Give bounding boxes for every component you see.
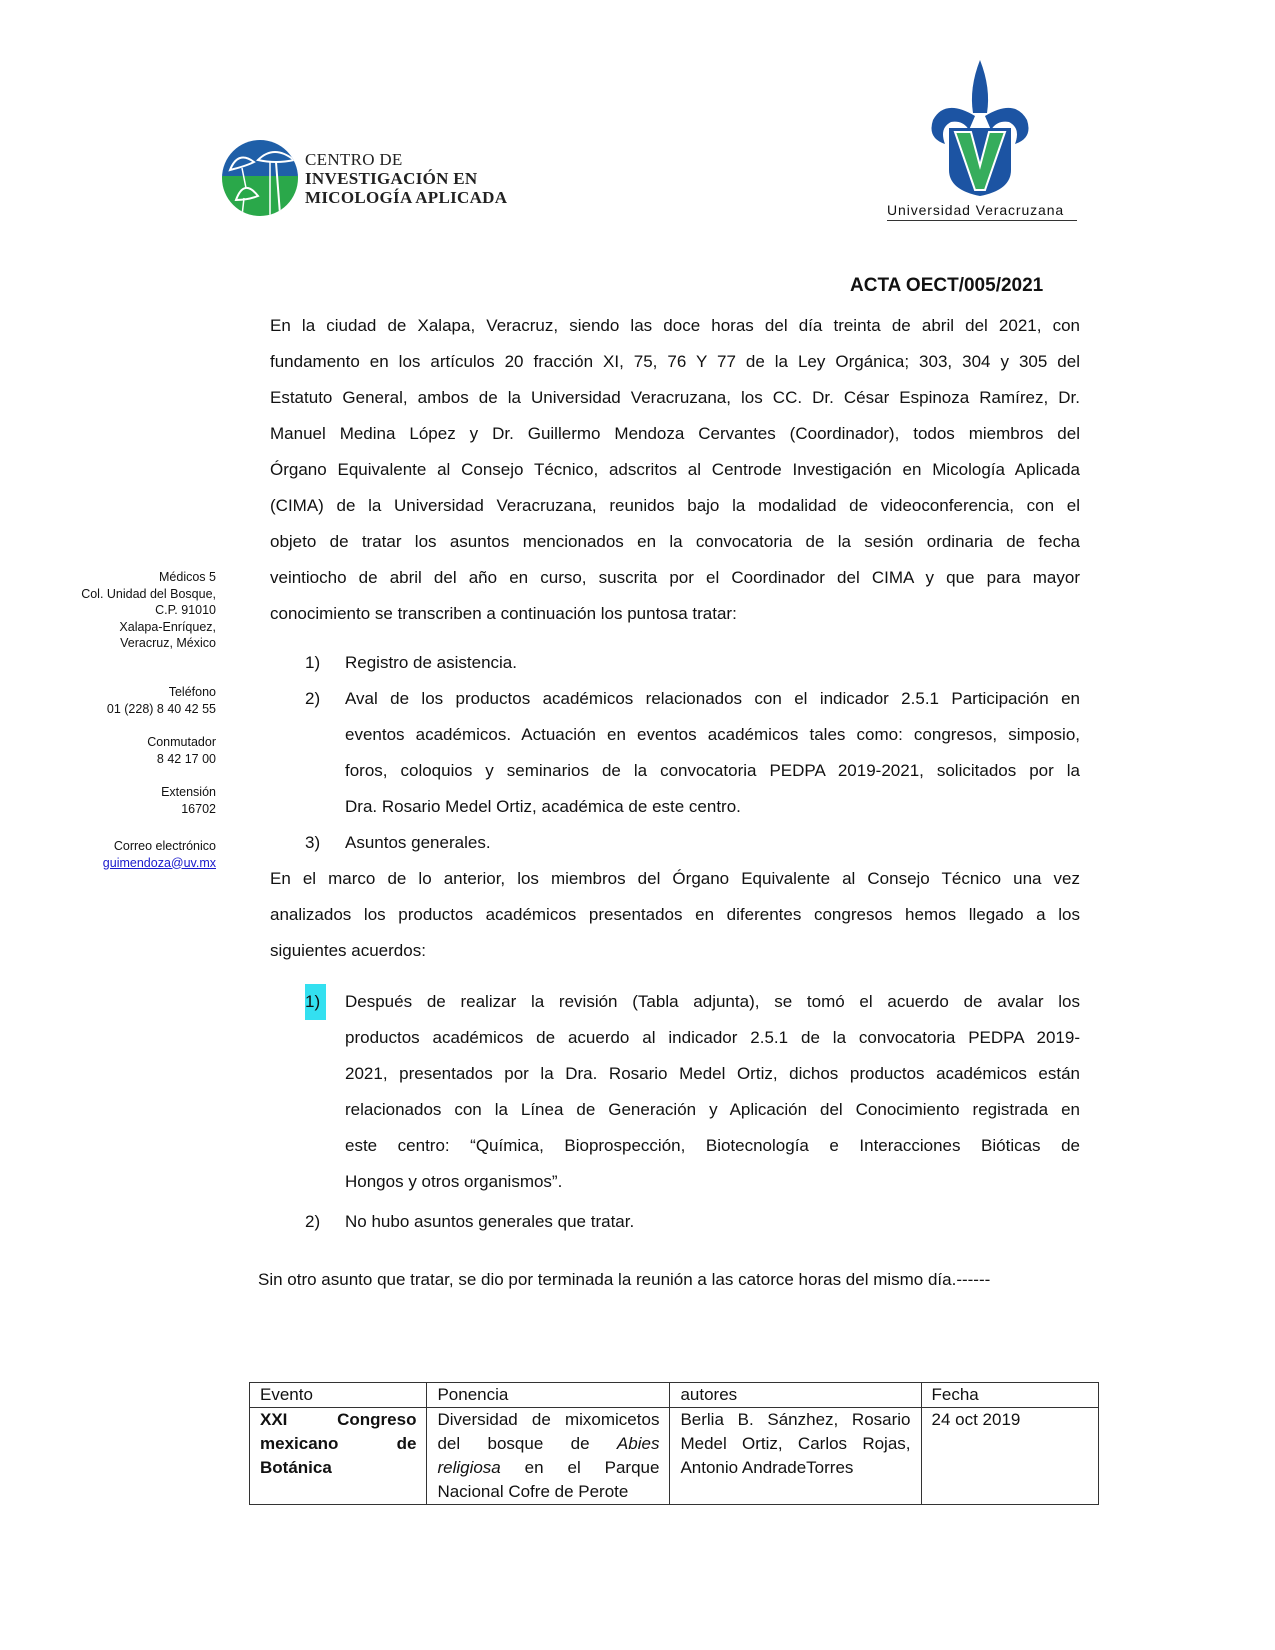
agreement-item-text: relacionados con la Línea de Generación y Aplicación del Conocimiento registrada en — [345, 1100, 1080, 1119]
address-line: Col. Unidad del Bosque, — [81, 586, 216, 601]
phone-label: Teléfono — [168, 685, 216, 699]
switchboard-label: Conmutador — [147, 735, 216, 749]
table-row — [250, 1408, 1099, 1505]
intro-line: conocimiento se transcriben a continuación los puntosa tratar: — [270, 604, 737, 623]
cell-autores: Berlia B. Sánzhez, Rosario Medel Ortiz, Carlos Rojas, Antonio AndradeTorres — [670, 1408, 921, 1505]
cima-logo-line2: INVESTIGACIÓN EN — [305, 169, 478, 188]
cima-logo-line1: CENTRO DE — [305, 150, 403, 169]
analysis-paragraph — [270, 861, 1080, 969]
agreement-item-text: productos académicos de acuerdo al indicador 2.5.1 de la convocatoria PEDPA 2019- — [345, 1028, 1080, 1047]
sidebar-extension — [40, 784, 216, 817]
ponencia-text: en el Parque Nacional Cofre de Perote — [437, 1458, 660, 1501]
email-label: Correo electrónico — [113, 839, 216, 853]
agenda-item-number: 3) — [305, 833, 321, 852]
agenda-item-number: 2) — [305, 689, 321, 708]
agreement-item-number: 2) — [305, 1212, 321, 1231]
cell-evento: XXI Congreso mexicano de Botánica — [250, 1408, 427, 1505]
intro-line: veintiocho de abril del año en curso, suscrita por el Coordinador del CIMA y que para mayor — [270, 568, 1080, 587]
analysis-line: analizados los productos académicos presentados en diferentes congresos hemos llegado a los — [270, 905, 1080, 924]
agenda-item-text: Dra. Rosario Medel Ortiz, académica de este centro. — [345, 797, 741, 816]
cell-fecha: 24 oct 2019 — [921, 1408, 1098, 1505]
email-link[interactable]: guimendoza@uv.mx — [102, 855, 216, 870]
sidebar-switchboard — [40, 734, 216, 767]
agenda-list — [305, 645, 1080, 861]
agenda-item — [305, 645, 1080, 681]
agenda-item-number: 1) — [305, 653, 321, 672]
cima-logo-text — [305, 150, 507, 207]
agreement-item-number-highlighted: 1) — [305, 984, 326, 1020]
address-line: C.P. 91010 — [155, 603, 216, 617]
agreements-list — [305, 984, 1080, 1240]
ponencia-species-italic: Abies religiosa — [437, 1434, 660, 1477]
agenda-item — [305, 681, 1080, 825]
extension-label: Extensión — [161, 785, 216, 799]
switchboard-value: 8 42 17 00 — [156, 751, 216, 766]
closing-statement: Sin otro asunto que tratar, se dio por terminada la reunión a las catorce horas del mismo día.------ — [258, 1270, 991, 1289]
table-header-autores: autores — [670, 1383, 921, 1408]
sidebar-address — [40, 569, 216, 652]
intro-line: Estatuto General, ambos de la Universidad Veracruzana, los CC. Dr. César Espinoza Ramírez, Dr. — [270, 388, 1080, 407]
intro-line: En la ciudad de Xalapa, Veracruz, siendo las doce horas del día treinta de abril del 2021, con — [270, 316, 1080, 335]
cima-logo-line3: MICOLOGÍA APLICADA — [305, 188, 508, 207]
analysis-line: siguientes acuerdos: — [270, 941, 426, 960]
intro-line: objeto de tratar los asuntos mencionados en la convocatoria de la sesión ordinaria de fecha — [270, 532, 1080, 551]
agreement-item-text: 2021, presentados por la Dra. Rosario Medel Ortiz, dichos productos académicos están — [345, 1064, 1080, 1083]
analysis-line: En el marco de lo anterior, los miembros del Órgano Equivalente al Consejo Técnico una vez — [270, 869, 1080, 888]
table-header-fecha: Fecha — [921, 1383, 1098, 1408]
agreement-item-text: este centro: “Química, Bioprospección, Biotecnología e Interacciones Bióticas de — [345, 1136, 1080, 1155]
agreement-item-text: Después de realizar la revisión (Tabla adjunta), se tomó el acuerdo de avalar los — [345, 992, 1080, 1011]
cell-ponencia — [427, 1408, 670, 1505]
uv-logo-text: Universidad Veracruzana — [887, 202, 1065, 218]
agenda-item-text: Registro de asistencia. — [345, 653, 517, 672]
agreement-item — [305, 984, 1080, 1200]
agenda-item-text: Asuntos generales. — [345, 833, 491, 852]
phone-value: 01 (228) 8 40 42 55 — [106, 701, 216, 716]
intro-line: Manuel Medina López y Dr. Guillermo Mendoza Cervantes (Coordinador), todos miembros del — [270, 424, 1080, 443]
address-line: Médicos 5 — [159, 570, 216, 584]
uv-flor-de-lis-logo-icon — [925, 58, 1035, 198]
intro-line: fundamento en los artículos 20 fracción XI, 75, 76 Y 77 de la Ley Orgánica; 303, 304 y 305 del — [270, 352, 1080, 371]
agenda-item-text: Aval de los productos académicos relacionados con el indicador 2.5.1 Participación en — [345, 689, 1080, 708]
events-table — [249, 1382, 1099, 1505]
agreement-item-text: Hongos y otros organismos”. — [345, 1172, 563, 1191]
intro-line: (CIMA) de la Universidad Veracruzana, reunidos bajo la modalidad de videoconferencia, con el — [270, 496, 1080, 515]
address-line: Veracruz, México — [120, 636, 216, 650]
table-header-evento: Evento — [250, 1383, 427, 1408]
agreement-item — [305, 1204, 1080, 1240]
intro-paragraph — [270, 308, 1080, 632]
agenda-item-text: foros, coloquios y seminarios de la convocatoria PEDPA 2019-2021, solicitados por la — [345, 761, 1080, 780]
extension-value: 16702 — [181, 801, 216, 816]
uv-logo-underline — [887, 220, 1077, 221]
document-title: ACTA OECT/005/2021 — [850, 275, 1044, 296]
sidebar-phone — [40, 684, 216, 717]
table-header-ponencia: Ponencia — [427, 1383, 670, 1408]
intro-line: Órgano Equivalente al Consejo Técnico, adscritos al Centrode Investigación en Micología Aplicada — [270, 460, 1080, 479]
cima-logo-icon — [222, 140, 298, 216]
table-header-row — [250, 1383, 1099, 1408]
agenda-item-text: eventos académicos. Actuación en eventos académicos tales como: congresos, simposio, — [345, 725, 1080, 744]
agenda-item — [305, 825, 1080, 861]
address-line: Xalapa-Enríquez, — [119, 619, 216, 634]
sidebar-email — [40, 838, 216, 871]
ponencia-text: Diversidad de mixomicetos del bosque de — [437, 1410, 660, 1453]
agreement-item-text: No hubo asuntos generales que tratar. — [345, 1212, 635, 1231]
